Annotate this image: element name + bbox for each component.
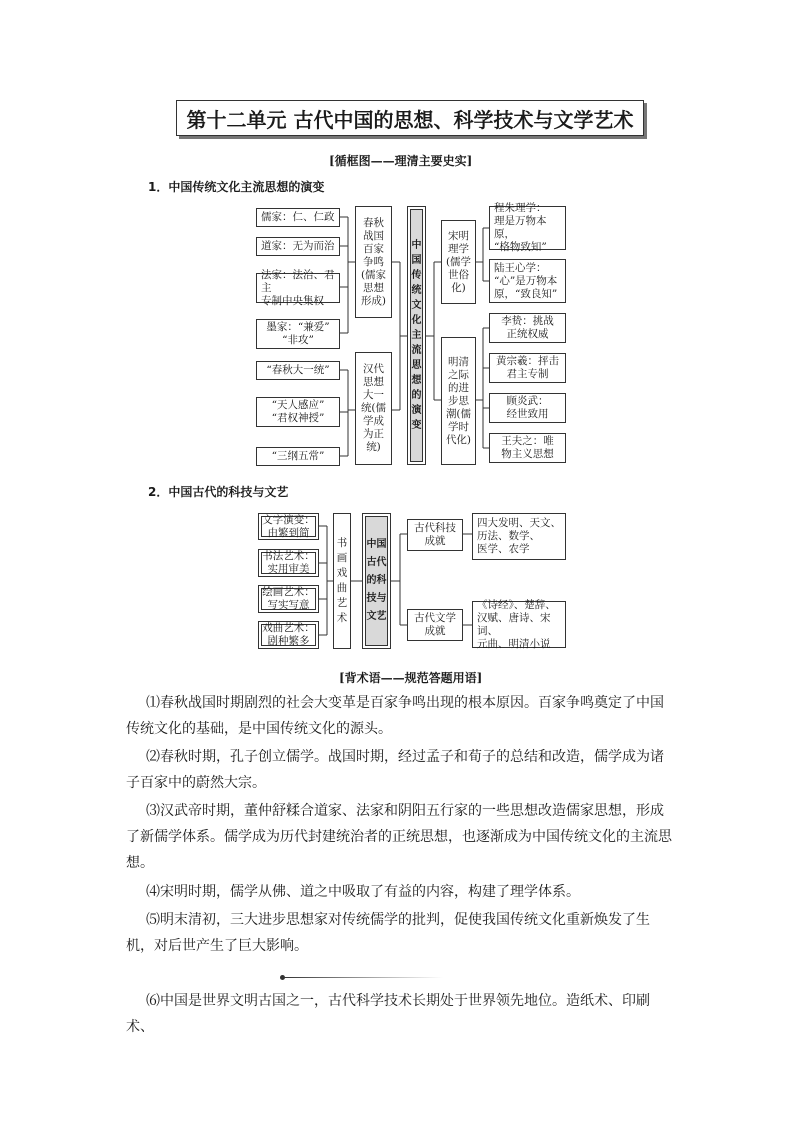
section2-heading: 2．中国古代的科技与文艺: [148, 485, 289, 499]
branch-science: 古代科技 成就: [407, 519, 463, 551]
stage-hundred-schools: 春秋 战国 百家 争鸣 (儒家 思想 形成): [355, 206, 392, 318]
section1-heading: 1．中国传统文化主流思想的演变: [148, 180, 325, 194]
separator-line: [283, 977, 443, 978]
left-box-painting: 绘画艺术： 写实写意: [258, 585, 319, 613]
left-box-heaven: “天人感应” “君权神授”: [256, 397, 340, 427]
right-box-huang-zongxi: 黄宗羲：抨击 君主专制: [489, 353, 566, 383]
paragraph-5: ⑸明末清初，三大进步思想家对传统儒学的批判，促使我国传统文化重新焕发了生机，对后世产生了巨大影响。: [126, 912, 650, 954]
right-box-gu-yanwu: 顾炎武： 经世致用: [489, 393, 566, 423]
section1-tag: [循框图——理清主要史实]: [329, 154, 473, 168]
unit-title: 第十二单元 古代中国的思想、科学技术与文学艺术: [176, 100, 644, 136]
left-box-unity: “春秋大一统”: [256, 361, 340, 380]
right-box-wang-fuzhi: 王夫之：唯 物主义思想: [489, 433, 566, 463]
left-box-taoist: 道家：无为而治: [256, 237, 340, 256]
stage-han-unification: 汉代 思想 大一 统(儒 学成 为正 统): [355, 352, 392, 465]
left-box-mohist: 墨家：“兼爱” “非攻”: [256, 319, 340, 349]
paragraph-2: ⑵春秋时期，孔子创立儒学。战国时期，经过孟子和荀子的总结和改造，儒学成为诸子百家中的蔚然大宗。: [126, 749, 664, 791]
stage-song-ming: 宋明 理学 (儒学 世俗 化): [441, 220, 476, 304]
right-box-lu-wang: 陆王心学： “心”是万物本 原，“致良知”: [489, 259, 566, 303]
right-box-cheng-zhu: 程朱理学： 理是万物本原， “格物致知”: [489, 206, 566, 250]
paragraph-3: ⑶汉武帝时期，董仲舒糅合道家、法家和阴阳五行家的一些思想改造儒家思想，形成了新儒学体系。儒学成为历代封建统治者的正统思想，也逐渐成为中国传统文化的主流思想。: [126, 803, 672, 871]
detail-literature: 《诗经》、楚辞、 汉赋、唐诗、宋词、 元曲、明清小说: [472, 601, 566, 648]
left-box-script: 文字演变： 由繁到简: [258, 513, 319, 540]
section3-tag: [背术语——规范答题用语]: [339, 671, 483, 685]
left-box-calligraphy: 书法艺术： 实用审美: [258, 549, 319, 577]
stage-ming-qing: 明清 之际 的进 步思 潮(儒 学时 代化): [441, 337, 476, 465]
left-box-three-bonds: “三纲五常”: [256, 447, 340, 466]
detail-science: 四大发明、天文、 历法、数学、 医学、农学: [472, 513, 566, 560]
left-box-opera: 戏曲艺术： 剧种繁多: [258, 621, 319, 649]
branch-literature: 古代文学 成就: [407, 609, 463, 641]
paragraph-4: ⑷宋明时期，儒学从佛、道之中吸取了有益的内容，构建了理学体系。: [146, 884, 580, 900]
left-box-legalist: 法家：法治、君主 专制中央集权: [256, 273, 340, 303]
mid-arts: 书 画 戏 曲 艺 术: [333, 513, 351, 649]
center-mainstream-thought: 中 国 传 统 文 化 主 流 思 想 的 演 变: [407, 206, 426, 465]
center-science-arts: 中国 古代 的科 技与 文艺: [362, 513, 391, 649]
paragraph-1: ⑴春秋战国时期剧烈的社会大变革是百家争鸣出现的根本原因。百家争鸣奠定了中国传统文化的基础，是中国传统文化的源头。: [126, 695, 664, 737]
right-box-li-zhi: 李贽：挑战 正统权威: [489, 313, 566, 343]
paragraph-6: ⑹中国是世界文明古国之一，古代科学技术长期处于世界领先地位。造纸术、印刷术、: [126, 993, 650, 1035]
left-box-confucian: 儒家：仁、仁政: [256, 208, 340, 227]
